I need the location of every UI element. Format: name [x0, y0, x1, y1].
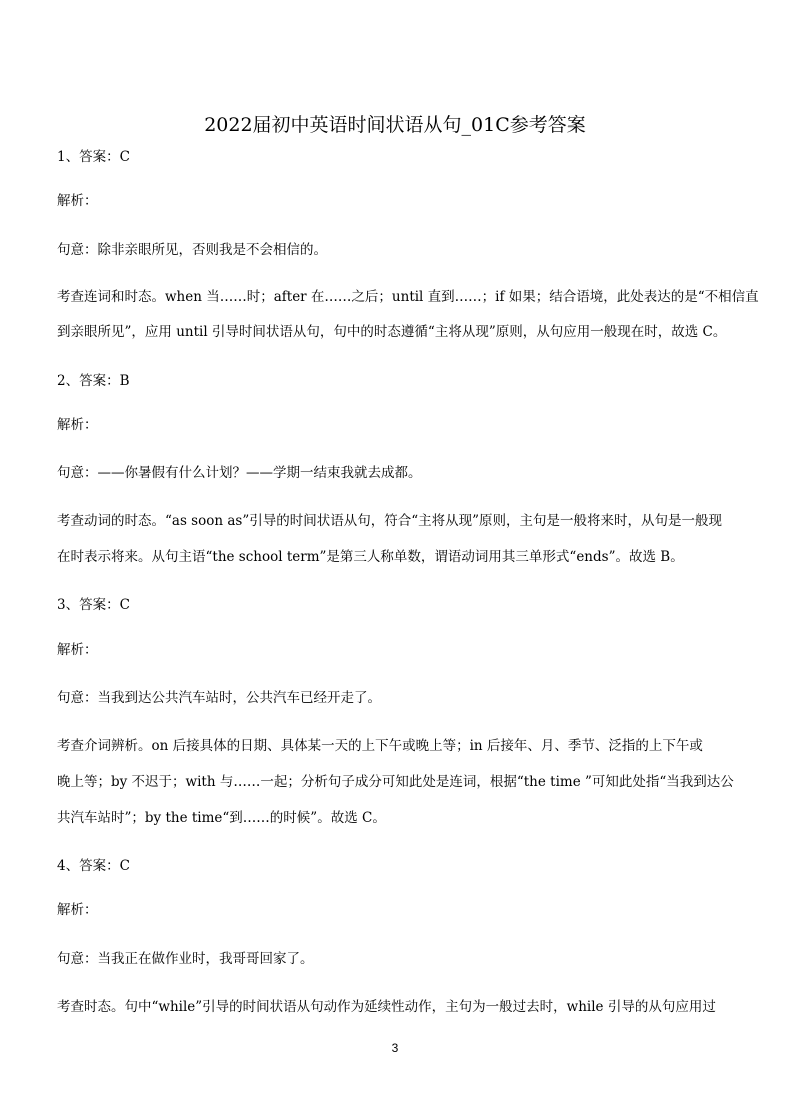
explanation-line: 考查连词和时态。when 当……时；after 在……之后；until 直到……；if 如果；结合语境，此处表达的是“不相信直: [57, 289, 759, 305]
analysis-label: 解析：: [57, 642, 98, 658]
explanation-line: 考查介词辨析。on 后接具体的日期、具体某一天的上下午或晚上等；in 后接年、月、季节、泛指的上下午或: [57, 738, 703, 754]
analysis-label: 解析：: [57, 193, 98, 209]
answer-heading: 1、答案：C: [57, 149, 130, 165]
explanation-line: 在时表示将来。从句主语“the school term”是第三人称单数，谓语动词用其三单形式“ends”。故选 B。: [57, 549, 684, 565]
explanation-line: 共汽车站时”；by the time“到……的时候”。故选 C。: [57, 810, 386, 826]
analysis-label: 解析：: [57, 417, 98, 433]
document-title: 2022届初中英语时间状语从句_01C参考答案: [204, 114, 586, 136]
answer-heading: 3、答案：C: [57, 597, 130, 613]
explanation-line: 晚上等；by 不迟于；with 与……一起；分析句子成分可知此处是连词，根据“the time ”可知此处指“当我到达公: [57, 774, 734, 790]
explanation-line: 到亲眼所见”，应用 until 引导时间状语从句，句中的时态遵循“主将从现”原则，从句应用一般现在时，故选 C。: [57, 324, 727, 340]
sentence-meaning: 句意：——你暑假有什么计划？——学期一结束我就去成都。: [57, 465, 422, 481]
explanation-line: 考查时态。句中“while”引导的时间状语从句动作为延续性动作，主句为一般过去时，while 引导的从句应用过: [57, 999, 716, 1015]
sentence-meaning: 句意：除非亲眼所见，否则我是不会相信的。: [57, 242, 327, 258]
explanation-line: 考查动词的时态。“as soon as”引导的时间状语从句，符合“主将从现”原则，主句是一般将来时，从句是一般现: [57, 513, 723, 529]
page-number: 3: [391, 1041, 399, 1055]
answer-heading: 2、答案：B: [57, 373, 130, 389]
sentence-meaning: 句意：当我到达公共汽车站时，公共汽车已经开走了。: [57, 690, 381, 706]
sentence-meaning: 句意：当我正在做作业时，我哥哥回家了。: [57, 951, 314, 967]
analysis-label: 解析：: [57, 902, 98, 918]
answer-heading: 4、答案：C: [57, 858, 130, 874]
